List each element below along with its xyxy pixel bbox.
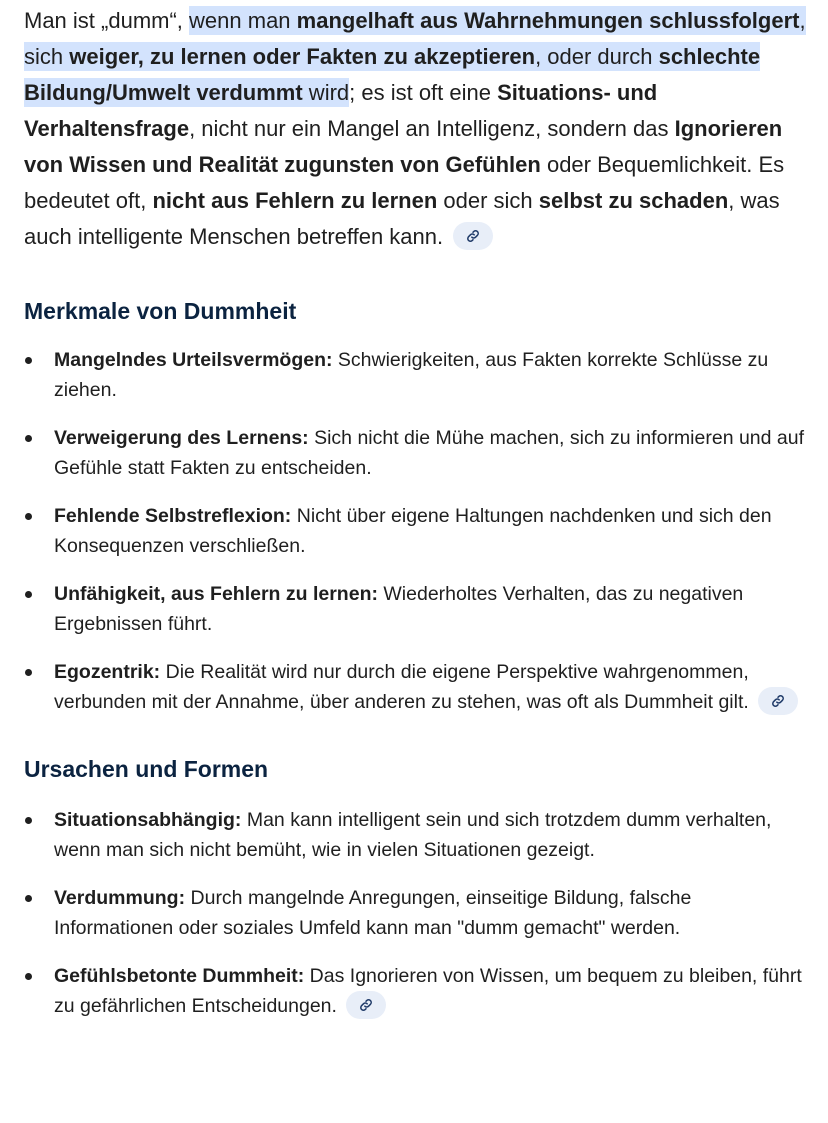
item-text: Schwierigkeiten, aus Fakten korrekte Schlüsse zu ziehen. — [54, 349, 769, 401]
highlight-bold: mangelhaft aus Wahrnehmungen schlussfolgert — [296, 8, 800, 33]
list-item — [24, 961, 808, 1021]
source-link-button[interactable] — [453, 222, 493, 250]
source-link-button[interactable] — [758, 687, 798, 715]
item-term: Gefühlsbetonte Dummheit: — [54, 965, 305, 987]
item-term: Verdummung: — [54, 887, 186, 909]
merkmale-list — [24, 345, 808, 717]
intro-text: ; es ist oft eine — [349, 80, 498, 105]
link-icon — [771, 694, 785, 708]
intro-text: oder Bequemlichkeit. Es bedeutet oft, — [24, 152, 785, 213]
item-text: Das Ignorieren von Wissen, um bequem zu bleiben, führt zu gefährlichen Entscheidungen. — [54, 965, 802, 1017]
ursachen-list — [24, 805, 808, 1021]
item-term: Situationsabhängig: — [54, 809, 242, 831]
intro-bold: selbst zu schaden — [538, 188, 729, 213]
intro-bold: Ignorieren von Wissen und Realität zugunsten von Gefühlen — [24, 116, 783, 177]
highlight-bold: schlechte Bildung/Umwelt verdummt — [24, 44, 761, 105]
item-text: Durch mangelnde Anregungen, einseitige Bildung, falsche Informationen oder soziales Umfeld kann man "dumm gemacht" werden. — [54, 887, 692, 939]
item-text: Nicht über eigene Haltungen nachdenken und sich den Konsequenzen verschließen. — [54, 505, 772, 557]
list-item — [24, 805, 808, 865]
source-link-button[interactable] — [346, 991, 386, 1019]
item-text: Wiederholtes Verhalten, das zu negativen Ergebnissen führt. — [54, 583, 744, 635]
highlight-text: wenn man — [189, 8, 297, 33]
item-text: Sich nicht die Mühe machen, sich zu informieren und auf Gefühle statt Fakten zu entscheiden. — [54, 427, 805, 479]
list-item — [24, 657, 808, 717]
intro-text: , was auch intelligente Menschen betreffen kann. — [24, 188, 780, 249]
list-item — [24, 579, 808, 639]
item-term: Mangelndes Urteilsvermögen: — [54, 349, 333, 371]
item-term: Fehlende Selbstreflexion: — [54, 505, 292, 527]
intro-text: , nicht nur ein Mangel an Intelligenz, sondern das — [189, 116, 675, 141]
intro-text: oder sich — [437, 188, 539, 213]
intro-bold: nicht aus Fehlern zu lernen — [152, 188, 438, 213]
highlight-text: wird — [302, 80, 350, 105]
section-heading-ursachen: Ursachen und Formen — [24, 756, 269, 782]
highlight-text: , sich — [24, 8, 806, 69]
intro-paragraph — [24, 3, 808, 255]
list-item — [24, 423, 808, 483]
item-term: Unfähigkeit, aus Fehlern zu lernen: — [54, 583, 378, 605]
item-term: Verweigerung des Lernens: — [54, 427, 309, 449]
section-heading-merkmale: Merkmale von Dummheit — [24, 298, 297, 324]
link-icon — [466, 229, 480, 243]
list-item — [24, 883, 808, 943]
item-text: Die Realität wird nur durch die eigene Perspektive wahrgenommen, verbunden mit der Annahme, über anderen zu stehen, was oft als Dummheit gilt. — [54, 661, 749, 713]
item-text: Man kann intelligent sein und sich trotzdem dumm verhalten, wenn man sich nicht bemüht, wie in vielen Situationen gezeigt. — [54, 809, 772, 861]
list-item — [24, 345, 808, 405]
link-icon — [359, 998, 373, 1012]
intro-bold: Situations- und Verhaltensfrage — [24, 80, 658, 141]
highlight-bold: weiger, zu lernen oder Fakten zu akzeptieren — [69, 44, 536, 69]
highlight-text: , oder durch — [535, 44, 659, 69]
intro-lead: Man ist „dumm“, — [24, 8, 190, 33]
item-term: Egozentrik: — [54, 661, 161, 683]
list-item — [24, 501, 808, 561]
